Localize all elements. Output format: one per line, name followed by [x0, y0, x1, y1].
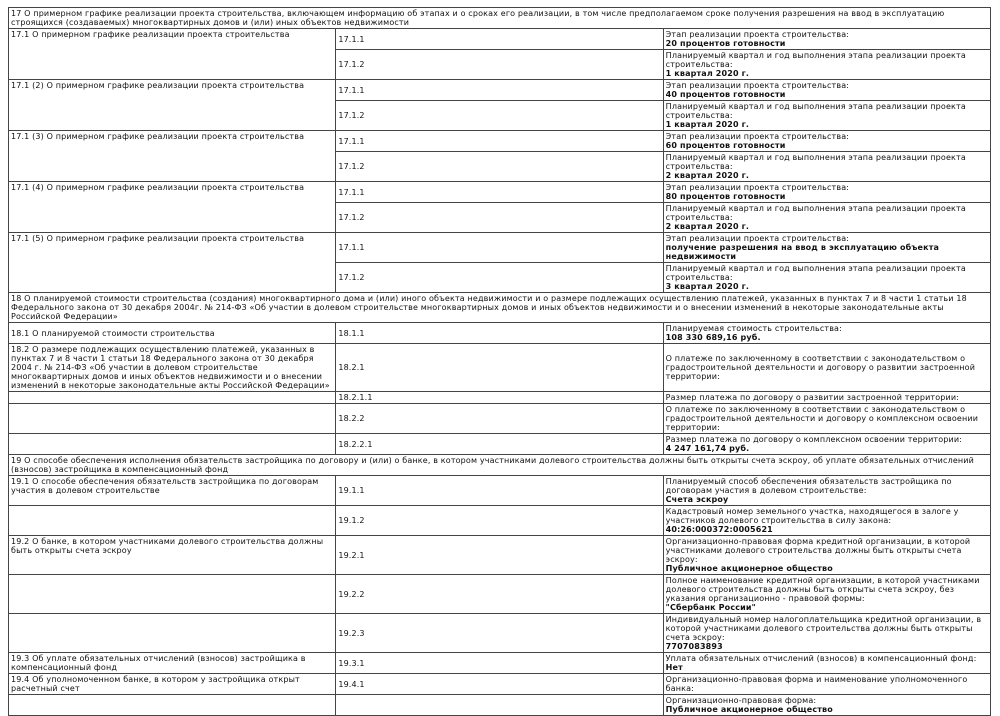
section-17-header-row [9, 8, 991, 29]
row-code: 17.1.2 [336, 263, 663, 293]
row-content [663, 653, 990, 674]
row-content [663, 80, 990, 101]
table-row [9, 695, 991, 716]
empty-code-cell [336, 695, 663, 716]
row-code: 17.1.1 [336, 233, 663, 263]
table-row [9, 29, 991, 50]
group-label-19-2: 19.2 О банке, в котором участниками долевого строительства должны быть открыты счета эскроу [9, 536, 336, 575]
group-label-17-1-3: 17.1 (3) О примерном графике реализации проекта строительства [9, 131, 336, 182]
group-label-19-3: 19.3 Об уплате обязательных отчислений (взносов) застройщика в компенсационный фонд [9, 653, 336, 674]
row-text: Размер платежа по договору о развитии застроенной территории: [665, 393, 960, 402]
row-content [663, 101, 990, 131]
group-label-17-1-2: 17.1 (2) О примерном графике реализации проекта строительства [9, 80, 336, 131]
row-value: "Сбербанк России" [665, 603, 756, 612]
row-code: 18.2.1.1 [336, 392, 663, 404]
row-value: Публичное акционерное общество [665, 564, 833, 573]
row-content [663, 29, 990, 50]
table-row [9, 536, 991, 575]
row-content [663, 182, 990, 203]
row-value: 40 процентов готовности [665, 90, 786, 99]
row-content [663, 203, 990, 233]
row-value: 4 247 161,74 руб. [665, 444, 750, 453]
group-label-19-4: 19.4 Об уполномоченном банке, в котором у застройщика открыт расчетный счет [9, 674, 336, 695]
row-text: Планируемый квартал и год выполнения этапа реализации проекта строительства: [665, 204, 966, 222]
row-content [663, 575, 990, 614]
row-value: Счета эскроу [665, 495, 729, 504]
row-content [663, 344, 990, 392]
row-content [663, 263, 990, 293]
row-code: 17.1.1 [336, 80, 663, 101]
row-text: О платеже по заключенному в соответствии с законодательством о градостроительной деятельности и договору о комплексном освоении территории: [665, 405, 979, 432]
row-code: 17.1.2 [336, 50, 663, 80]
row-code: 18.2.2.1 [336, 434, 663, 455]
row-value: 2 квартал 2020 г. [665, 171, 750, 180]
row-value: Нет [665, 663, 683, 672]
row-code: 19.1.2 [336, 506, 663, 536]
row-value: 3 квартал 2020 г. [665, 282, 750, 291]
group-label-17-1-5: 17.1 (5) О примерном графике реализации проекта строительства [9, 233, 336, 293]
row-text: Планируемый квартал и год выполнения этапа реализации проекта строительства: [665, 153, 966, 171]
section-19-header: 19 О способе обеспечения исполнения обязательств застройщика по договору и (или) о банке, в котором участниками долевого строительства должны быть открыты счета эскроу, об уплате обязательных отчислений (взносов) застройщика в компенсационный фонд [9, 455, 991, 476]
row-code: 18.1.1 [336, 323, 663, 344]
section-18-header: 18 О планируемой стоимости строительства (создания) многоквартирного дома и (или) иного объекта недвижимости и о размере подлежащих осуществлению платежей, указанных в пунктах 7 и 8 части 1 статьи 18 Федерального закона от 30 декабря 2004г. № 214-ФЗ «Об участии в долевом строительстве многоквартирных домов и иных объектов недвижимости и о внесении изменений в некоторые законодательные акты Российской Федерации» [9, 293, 991, 323]
table-row [9, 323, 991, 344]
row-text: Этап реализации проекта строительства: [665, 132, 850, 141]
row-value: 7707083893 [665, 642, 723, 651]
section-19-header-row [9, 455, 991, 476]
row-code: 17.1.2 [336, 152, 663, 182]
row-text: Этап реализации проекта строительства: [665, 30, 850, 39]
group-label-18-1: 18.1 О планируемой стоимости строительства [9, 323, 336, 344]
row-code: 19.3.1 [336, 653, 663, 674]
row-value: 108 330 689,16 руб. [665, 333, 761, 342]
row-value: получение разрешения на ввод в эксплуатацию объекта недвижимости [665, 243, 940, 261]
row-code: 17.1.1 [336, 182, 663, 203]
row-text: Размер платежа по договору о комплексном освоении территории: [665, 435, 963, 444]
section-18-header-row [9, 293, 991, 323]
row-text: Планируемый квартал и год выполнения этапа реализации проекта строительства: [665, 51, 966, 69]
row-content [663, 404, 990, 434]
group-label-17-1: 17.1 О примерном графике реализации проекта строительства [9, 29, 336, 80]
row-value: 60 процентов готовности [665, 141, 786, 150]
project-declaration-document [8, 7, 991, 716]
row-content [663, 536, 990, 575]
row-text: Планируемый способ обеспечения обязательств застройщика по договорам участия в долевом строительстве: [665, 477, 952, 495]
empty-cell [9, 404, 336, 434]
row-code: 19.1.1 [336, 476, 663, 506]
group-label-19-1: 19.1 О способе обеспечения обязательств застройщика по договорам участия в долевом строительстве [9, 476, 336, 506]
row-content [663, 476, 990, 506]
row-code: 17.1.1 [336, 131, 663, 152]
empty-cell [9, 506, 336, 536]
row-text: Планируемая стоимость строительства: [665, 324, 842, 333]
empty-cell [9, 575, 336, 614]
row-value: 20 процентов готовности [665, 39, 786, 48]
row-text: Уплата обязательных отчислений (взносов) в компенсационный фонд: [665, 654, 977, 663]
row-content [663, 131, 990, 152]
row-content [663, 50, 990, 80]
table-row [9, 653, 991, 674]
row-code: 18.2.2 [336, 404, 663, 434]
row-text: Этап реализации проекта строительства: [665, 183, 850, 192]
empty-cell [9, 392, 336, 404]
row-content [663, 674, 990, 695]
row-text: Этап реализации проекта строительства: [665, 81, 850, 90]
row-content [663, 323, 990, 344]
table-row [9, 344, 991, 392]
row-text: Полное наименование кредитной организации, в которой участниками долевого строительства должны быть открыты счета эскроу, без указания организационно - правовой формы: [665, 576, 980, 603]
row-text: Планируемый квартал и год выполнения этапа реализации проекта строительства: [665, 102, 966, 120]
row-text: Этап реализации проекта строительства: [665, 234, 850, 243]
row-text: Организационно-правовая форма и наименование уполномоченного банка: [665, 675, 968, 693]
row-value: 80 процентов готовности [665, 192, 786, 201]
row-value: 40:26:000372:0005621 [665, 525, 773, 534]
row-value: 2 квартал 2020 г. [665, 222, 750, 231]
group-label-17-1-4: 17.1 (4) О примерном графике реализации проекта строительства [9, 182, 336, 233]
row-code: 19.4.1 [336, 674, 663, 695]
declaration-table [8, 7, 991, 716]
row-text: Организационно-правовая форма кредитной организации, в которой участниками долевого строительства должны быть открыты счета эскроу: [665, 537, 971, 564]
row-code: 17.1.1 [336, 29, 663, 50]
row-value: 1 квартал 2020 г. [665, 69, 750, 78]
row-code: 18.2.1 [336, 344, 663, 392]
row-value: 1 квартал 2020 г. [665, 120, 750, 129]
table-row [9, 233, 991, 263]
table-row [9, 506, 991, 536]
table-row [9, 434, 991, 455]
empty-cell [9, 695, 336, 716]
row-content [663, 152, 990, 182]
row-text: Организационно-правовая форма: [665, 696, 817, 705]
section-17-header: 17 О примерном графике реализации проекта строительства, включающем информацию об этапах и о сроках его реализации, в том числе предполагаемом сроке получения разрешения на ввод в эксплуатацию строящихся (создаваемых) многоквартирных домов и (или) иных объектов недвижимости [9, 8, 991, 29]
row-code: 19.2.3 [336, 614, 663, 653]
row-code: 19.2.2 [336, 575, 663, 614]
row-text: Индивидуальный номер налогоплательщика кредитной организации, в которой участниками долевого строительства должны быть открыты счета эскроу: [665, 615, 982, 642]
empty-cell [9, 434, 336, 455]
row-value: Публичное акционерное общество [665, 705, 833, 714]
group-label-18-2: 18.2 О размере подлежащих осуществлению платежей, указанных в пунктах 7 и 8 части 1 статьи 18 Федерального закона от 30 декабря 2004 г. № 214-ФЗ «Об участии в долевом строительстве многоквартирных домов и иных объектов недвижимости и о внесении изменений в некоторые законодательные акты Российской Федерации» [9, 344, 336, 392]
empty-cell [9, 614, 336, 653]
table-row [9, 575, 991, 614]
row-code: 17.1.2 [336, 101, 663, 131]
row-content [663, 233, 990, 263]
table-row [9, 182, 991, 203]
row-text: Планируемый квартал и год выполнения этапа реализации проекта строительства: [665, 264, 966, 282]
row-content [663, 392, 990, 404]
row-text: Кадастровый номер земельного участка, находящегося в залоге у участников долевого строительства в силу закона: [665, 507, 959, 525]
row-code: 19.2.1 [336, 536, 663, 575]
table-row [9, 614, 991, 653]
table-row [9, 131, 991, 152]
table-row [9, 404, 991, 434]
table-row [9, 80, 991, 101]
row-content [663, 506, 990, 536]
table-row [9, 392, 991, 404]
row-code: 17.1.2 [336, 203, 663, 233]
table-row [9, 674, 991, 695]
row-content [663, 614, 990, 653]
row-content [663, 434, 990, 455]
row-text: О платеже по заключенному в соответствии с законодательством о градостроительной деятельности и договору о развитии застроенной территории: [665, 354, 976, 381]
row-content [663, 695, 990, 716]
table-row [9, 476, 991, 506]
